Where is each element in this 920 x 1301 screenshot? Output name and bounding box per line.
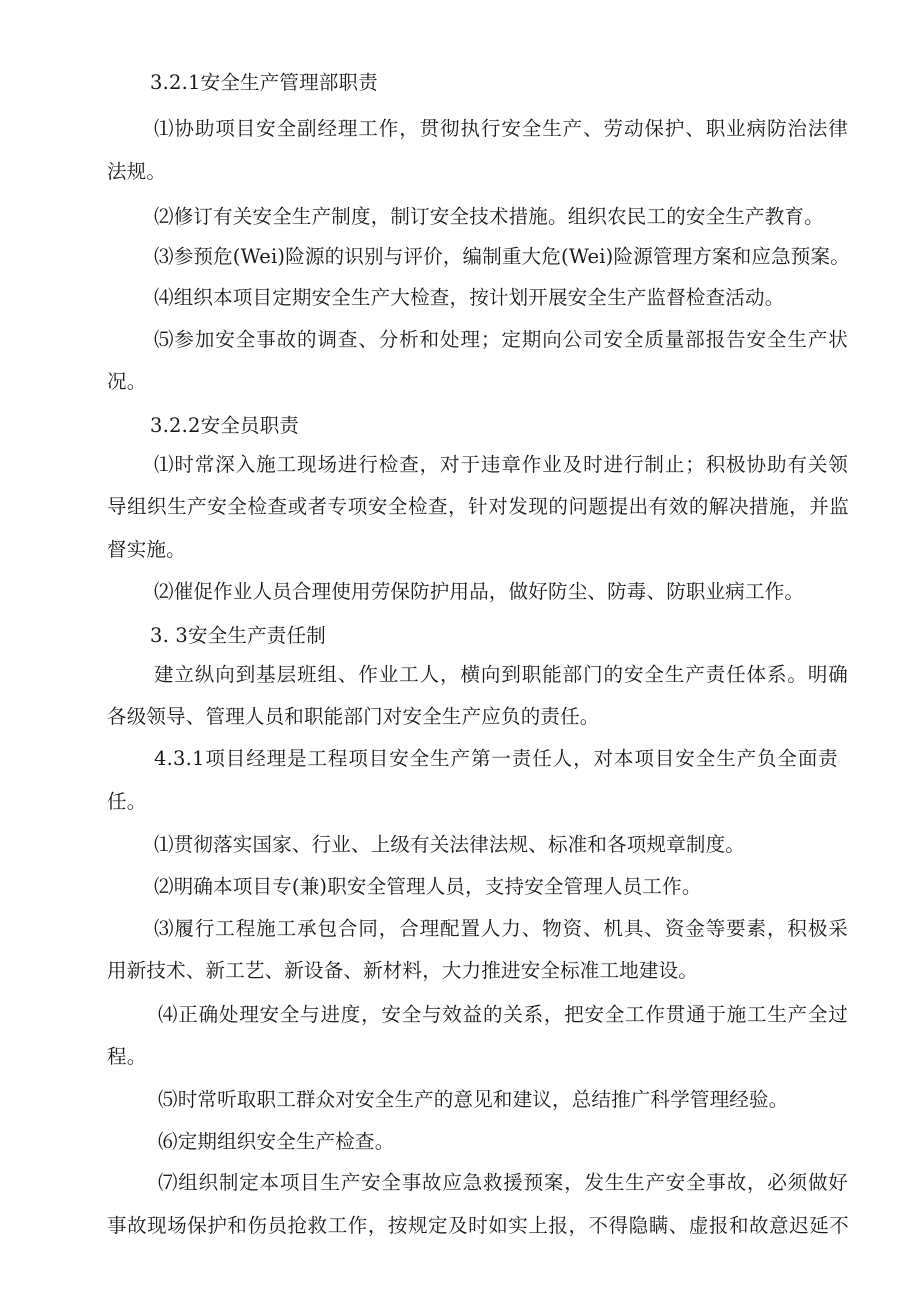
section-heading-3-3: 3. 3安全生产责任制	[150, 624, 326, 647]
paragraph-line: 建立纵向到基层班组、作业工人，横向到职能部门的安全生产责任体系。明确	[154, 663, 848, 686]
paragraph-line: ⑸参加安全事故的调查、分析和处理；定期向公司安全质量部报告安全生产状	[154, 328, 848, 351]
paragraph-line: ⑴贯彻落实国家、行业、上级有关法律法规、标准和各项规章制度。	[154, 833, 746, 856]
paragraph-line: 事故现场保护和伤员抢救工作，按规定及时如实上报，不得隐瞒、虚报和故意迟延不	[107, 1214, 849, 1237]
paragraph-line: 导组织生产安全检查或者专项安全检查，针对发现的问题提出有效的解决措施，并监	[107, 495, 849, 518]
paragraph-line: 各级领导、管理人员和职能部门对安全生产应负的责任。	[107, 705, 600, 728]
paragraph-line: ⑵催促作业人员合理使用劳保防护用品，做好防尘、防毒、防职业病工作。	[154, 580, 805, 603]
paragraph-line: 4.3.1项目经理是工程项目安全生产第一责任人，对本项目安全生产负全面责	[154, 747, 838, 770]
paragraph-line: ⑵明确本项目专(兼)职安全管理人员，支持安全管理人员工作。	[154, 875, 702, 898]
paragraph-line: ⑴协助项目安全副经理工作，贯彻执行安全生产、劳动保护、职业病防治法律	[154, 117, 848, 140]
paragraph-line: 用新技术、新工艺、新设备、新材料，大力推进安全标准工地建设。	[107, 959, 699, 982]
paragraph-line: ⑷组织本项目定期安全生产大检查，按计划开展安全生产监督检查活动。	[154, 286, 785, 309]
paragraph-line: ⑷正确处理安全与进度，安全与效益的关系，把安全工作贯通于施工生产全过	[158, 1003, 848, 1026]
section-heading-3-2-1: 3.2.1安全生产管理部职责	[150, 71, 378, 94]
paragraph-line: ⑹定期组织安全生产检查。	[158, 1130, 395, 1153]
paragraph-line: ⑵修订有关安全生产制度，制订安全技术措施。组织农民工的安全生产教育。	[154, 205, 824, 228]
paragraph-line: ⑶参预危(Wei)险源的识别与评价，编制重大危(Wei)险源管理方案和应急预案。	[154, 245, 850, 268]
paragraph-line: ⑶履行工程施工承包合同，合理配置人力、物资、机具、资金等要素，积极采	[154, 917, 848, 940]
section-heading-3-2-2: 3.2.2安全员职责	[150, 414, 300, 437]
paragraph-line: 况。	[107, 370, 147, 393]
paragraph-line: ⑴时常深入施工现场进行检查，对于违章作业及时进行制止；积极协助有关领	[154, 453, 848, 476]
paragraph-line: ⑺组织制定本项目生产安全事故应急救援预案，发生生产安全事故，必须做好	[158, 1171, 848, 1194]
paragraph-line: 程。	[107, 1045, 147, 1068]
paragraph-line: 任。	[107, 790, 147, 813]
paragraph-line: 法规。	[107, 160, 167, 183]
paragraph-line: ⑸时常听取职工群众对安全生产的意见和建议，总结推广科学管理经验。	[158, 1088, 789, 1111]
paragraph-line: 督实施。	[107, 538, 186, 561]
